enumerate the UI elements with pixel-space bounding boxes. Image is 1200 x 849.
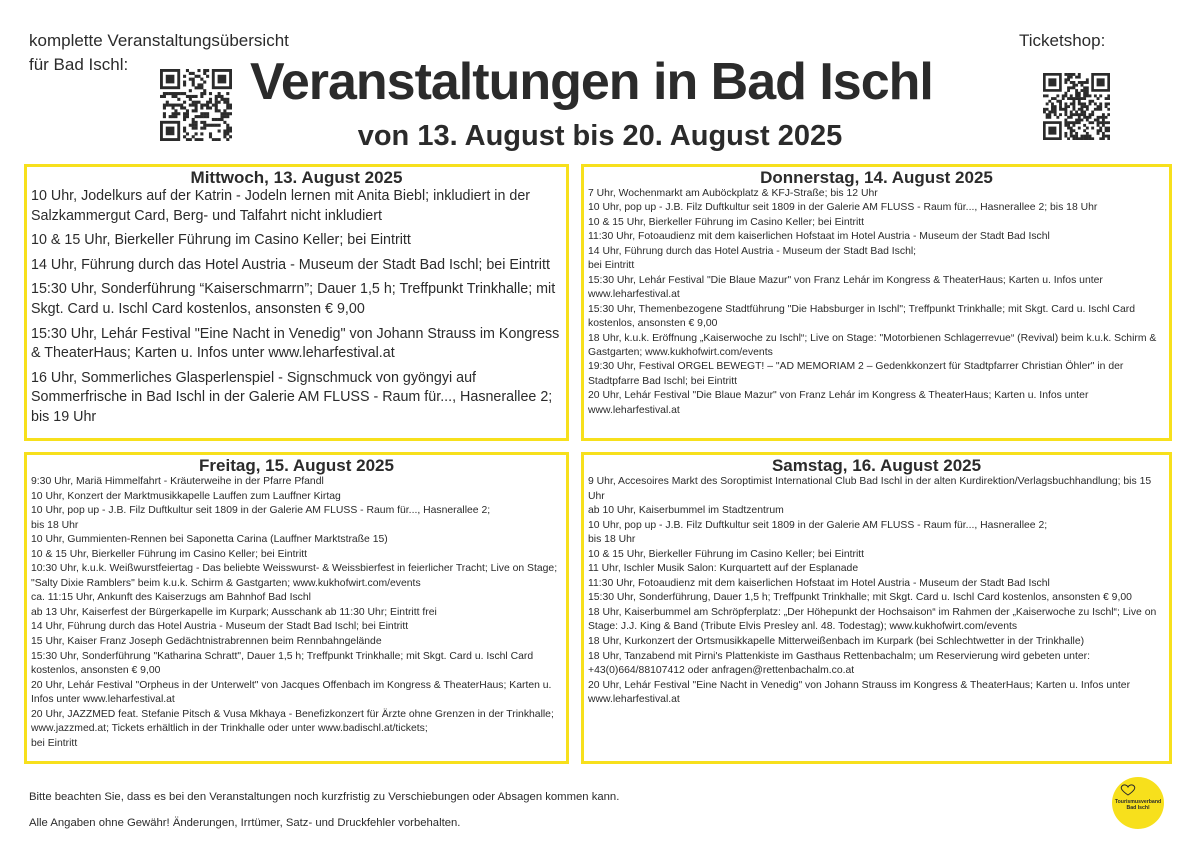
event-item: 15:30 Uhr, Themenbezogene Stadtführung "Die Habsburger in Ischl"; Treffpunkt Trinkhalle; mit Skgt. Card u. Ischl Card kostenlos, ansonsten € 9,00 — [588, 303, 1136, 330]
event-item: 14 Uhr, Führung durch das Hotel Austria - Museum der Stadt Bad Ischl; — [588, 245, 917, 257]
event-item: bis 18 Uhr — [31, 519, 79, 531]
event-item: ab 10 Uhr, Kaiserbummel im Stadtzentrum — [588, 505, 784, 517]
disclaimer — [29, 784, 619, 836]
event-item: ca. 11:15 Uhr, Ankunft des Kaiserzugs am Bahnhof Bad Ischl — [31, 592, 311, 604]
event-item: 10 & 15 Uhr, Bierkeller Führung im Casino Keller; bei Eintritt — [31, 232, 411, 249]
day-heading: Mittwoch, 13. August 2025 — [190, 168, 403, 187]
event-item: 11:30 Uhr, Fotoaudienz mit dem kaiserlichen Hofstaat im Hotel Austria - Museum der Stadt Bad Ischl — [588, 577, 1050, 589]
event-item: 20 Uhr, Lehár Festival "Die Blaue Mazur" von Franz Lehár im Kongress & TheaterHaus; Karten u. Infos unter www.leharfestival.at — [588, 390, 1089, 416]
event-item: bei Eintritt — [31, 737, 78, 749]
event-item: 18 Uhr, Kurkonzert der Ortsmusikkapelle Mitterweißenbach im Kurpark (bei Schlechtwetter in der Trinkhalle) — [588, 636, 1085, 648]
event-item: 11:30 Uhr, Fotoaudienz mit dem kaiserlichen Hofstaat im Hotel Austria - Museum der Stadt Bad Ischl — [588, 231, 1050, 243]
event-item: 20 Uhr, JAZZMED feat. Stefanie Pitsch & Vusa Mkhaya - Benefizkonzert für Ärzte ohne Grenzen in der Trinkhalle; www.jazzmed.at; Tickets erhältlich in der Trinkhalle oder unter www.badischl.at/tickets; — [31, 708, 554, 735]
page-title: Veranstaltungen in Bad Ischl — [250, 53, 933, 111]
event-item: 20 Uhr, Lehár Festival "Orpheus in der Unterwelt" von Jacques Offenbach im Kongress & TheaterHaus; Karten u. Infos unter www.leharfestival.at — [31, 679, 552, 706]
event-item: bei Eintritt — [588, 260, 635, 272]
event-item: 10 & 15 Uhr, Bierkeller Führung im Casino Keller; bei Eintritt — [588, 548, 865, 560]
day-box-friday — [24, 452, 569, 764]
event-item: 15:30 Uhr, Lehár Festival "Eine Nacht in Venedig" von Johann Strauss im Kongress & TheaterHaus; Karten u. Infos unter www.leharfestival.at — [31, 325, 560, 362]
logo-org-name — [1112, 799, 1164, 811]
event-item: 7 Uhr, Wochenmarkt am Auböckplatz & KFJ-Straße; bis 12 Uhr — [588, 188, 878, 199]
ticketshop-label: Ticketshop: — [1019, 31, 1106, 50]
event-item: 15:30 Uhr, Sonderführung “Kaiserschmarrn”; Dauer 1,5 h; Treffpunkt Trinkhalle; mit Skgt. Card u. Ischl Card kostenlos, ansonsten € 9,00 — [31, 281, 556, 317]
intro-line-2: für Bad Ischl: — [29, 55, 129, 74]
day-box-thursday — [581, 164, 1172, 441]
event-list — [588, 475, 1165, 708]
event-item: 10 Uhr, pop up - J.B. Filz Duftkultur seit 1809 in der Galerie AM FLUSS - Raum für..., Hasnerallee 2; — [588, 519, 1048, 531]
logo-org-line-1: Tourismusverband — [1114, 799, 1162, 805]
event-item: 10:30 Uhr, k.u.k. Weißwurstfeiertag - Das beliebte Weisswurst- & Weissbierfest in feierlicher Tracht; Live on Stage; "Salty Dixie Ramblers" beim k.u.k. Schirm & Gastgarten; www.kukhofwirt.com/events — [31, 563, 558, 589]
day-heading: Freitag, 15. August 2025 — [199, 456, 394, 475]
event-item: 10 Uhr, Konzert der Marktmusikkapelle Lauffen zum Lauffner Kirtag — [31, 490, 341, 502]
event-item: 10 Uhr, Jodelkurs auf der Katrin - Jodeln lernen mit Anita Biebl; inkludiert in der Salzkammergut Card, Berg- und Talfahrt nicht inkludiert — [31, 188, 531, 224]
event-item: 11 Uhr, Ischler Musik Salon: Kurquartett auf der Esplanade — [588, 563, 859, 575]
event-item: 9:30 Uhr, Mariä Himmelfahrt - Kräuterweihe in der Pfarre Pfandl — [31, 476, 324, 487]
qr-code-pattern — [160, 69, 232, 141]
event-item: 18 Uhr, Tanzabend mit Pirni's Plattenkiste im Gasthaus Rettenbachalm; um Reservierung wird gebeten unter: +43(0)664/88107412 oder anfragen@rettenbachalm.co.at — [588, 650, 1090, 677]
logo-org-line-2: Bad Ischl — [1126, 805, 1150, 811]
event-item: bis 18 Uhr — [588, 534, 636, 546]
event-item: ab 13 Uhr, Kaiserfest der Bürgerkapelle im Kurpark; Ausschank ab 11:30 Uhr; Eintritt frei — [31, 606, 437, 618]
day-heading: Donnerstag, 14. August 2025 — [760, 168, 993, 187]
disclaimer-note-2: Alle Angaben ohne Gewähr! Änderungen, Irrtümer, Satz- und Druckfehler vorbehalten. — [29, 817, 461, 829]
qr-code-ticketshop[interactable] — [1043, 73, 1110, 140]
event-list — [588, 187, 1165, 418]
event-item: 14 Uhr, Führung durch das Hotel Austria - Museum der Stadt Bad Ischl; bei Eintritt — [31, 621, 409, 633]
event-item: 15:30 Uhr, Sonderführung, Dauer 1,5 h; Treffpunkt Trinkhalle; mit Skgt. Card u. Ischl Card kostenlos, ansonsten € 9,00 — [588, 592, 1132, 604]
event-item: 14 Uhr, Führung durch das Hotel Austria - Museum der Stadt Bad Ischl; bei Eintritt — [31, 256, 550, 273]
event-item: 18 Uhr, k.u.k. Eröffnung „Kaiserwoche zu Ischl“; Live on Stage: "Motorbienen Schlagerrevue“ (Revival) beim k.u.k. Schirm & Gastgarten; www.kukhofwirt.com/events — [588, 332, 1157, 358]
event-item: 15:30 Uhr, Lehár Festival "Die Blaue Mazur" von Franz Lehár im Kongress & TheaterHaus; Karten u. Infos unter www.leharfestival.at — [588, 274, 1103, 301]
event-list — [31, 187, 562, 428]
event-item: 10 Uhr, pop up - J.B. Filz Duftkultur seit 1809 in der Galerie AM FLUSS - Raum für..., Hasnerallee 2; bis 18 Uhr — [588, 202, 1098, 214]
day-heading: Samstag, 16. August 2025 — [771, 456, 982, 475]
intro-line-1: komplette Veranstaltungsübersicht — [29, 31, 289, 50]
event-item: 10 & 15 Uhr, Bierkeller Führung im Casino Keller; bei Eintritt — [588, 216, 865, 228]
event-item: 18 Uhr, Kaiserbummel am Schröpferplatz: „Der Höhepunkt der Hochsaison“ im Rahmen der „Kaiserwoche zu Ischl“; Live on Stage: J.J. King & Band (Tribute Elvis Presley anl. 48. Todestag); www.kukhofwirt.com/events — [588, 606, 1157, 633]
event-item: 19:30 Uhr, Festival ORGEL BEWEGT! – "AD MEMORIAM 2 – Gedenkkonzert für Stadtpfarrer Christian Öhler" in der Stadtpfarre Bad Ischl; bei Eintritt — [588, 361, 1124, 387]
event-item: 10 Uhr, pop up - J.B. Filz Duftkultur seit 1809 in der Galerie AM FLUSS - Raum für..., Hasnerallee 2; — [31, 505, 491, 517]
event-item: 9 Uhr, Accesoires Markt des Soroptimist International Club Bad Ischl in der alten Kurdirektion/Verlagsbuchhandlung; bis 15 Uhr — [588, 476, 1152, 502]
event-item: 20 Uhr, Lehár Festival "Eine Nacht in Venedig" von Johann Strauss im Kongress & TheaterHaus; Karten u. Infos unter www.leharfestival.at — [588, 679, 1131, 706]
qr-code-overview[interactable] — [160, 69, 232, 141]
disclaimer-note-1: Bitte beachten Sie, dass es bei den Veranstaltungen noch kurzfristig zu Verschiebungen oder Absagen kommen kann. — [29, 791, 620, 803]
event-item: 16 Uhr, Sommerliches Glasperlenspiel - Signschmuck von gyöngyi auf Sommerfrische in Bad Ischl in der Galerie AM FLUSS - Raum für..., Hasnerallee 2; bis 19 Uhr — [31, 369, 553, 425]
tourismusverband-logo — [1112, 777, 1164, 829]
heart-icon — [1120, 784, 1136, 796]
qr-code-pattern — [1043, 73, 1110, 140]
event-item: 15 Uhr, Kaiser Franz Joseph Gedächtnistrabrennen beim Rennbahngelände — [31, 636, 382, 648]
event-item: 15:30 Uhr, Sonderführung "Katharina Schratt", Dauer 1,5 h; Treffpunkt Trinkhalle; mit Skgt. Card u. Ischl Card kostenlos, ansonsten € 9,00 — [31, 650, 534, 677]
day-box-saturday — [581, 452, 1172, 764]
event-list — [31, 475, 562, 751]
day-box-wednesday — [24, 164, 569, 441]
page-subtitle: von 13. August bis 20. August 2025 — [357, 120, 843, 152]
event-item: 10 & 15 Uhr, Bierkeller Führung im Casino Keller; bei Eintritt — [31, 548, 308, 560]
event-item: 10 Uhr, Gummienten-Rennen bei Saponetta Carina (Lauffner Marktstraße 15) — [31, 534, 388, 546]
